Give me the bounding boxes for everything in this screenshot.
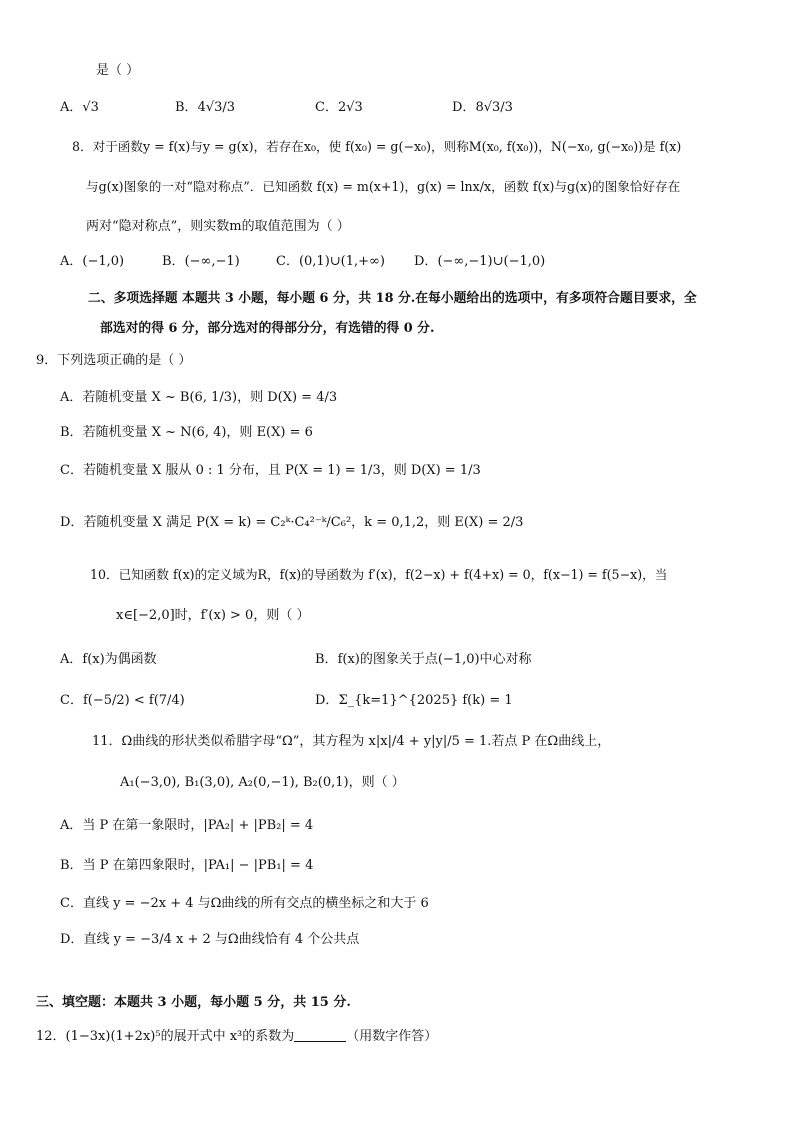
option-value: 4√3/3 xyxy=(197,100,236,115)
section3-heading: 三、填空题：本题共 3 小题，每小题 5 分，共 15 分. xyxy=(36,995,351,1010)
option-value: f(x)为偶函数 xyxy=(82,652,157,667)
q9-option-d xyxy=(60,514,523,532)
section2-heading-line1: 二、多项选择题 本题共 3 小题，每小题 6 分，共 18 分.在每小题给出的选项中，有多项符合题目要求，全 xyxy=(88,291,697,306)
q9-option-b xyxy=(60,424,313,442)
q11-option-a xyxy=(60,817,313,835)
q9-option-a xyxy=(60,389,337,407)
q7-option-c xyxy=(315,99,363,117)
option-label: B． xyxy=(60,425,83,440)
option-label: A． xyxy=(60,100,83,115)
q11-stem-line1: 11．Ω曲线的形状类似希腊字母“Ω”，其方程为 x|x|/4 + y|y|/5 = 1.若点 P 在Ω曲线上， xyxy=(92,734,611,749)
answer-blank[interactable] xyxy=(294,1041,346,1042)
option-label: A． xyxy=(60,652,83,667)
q10-option-b xyxy=(315,651,532,669)
option-value: f(−5/2) < f(7/4) xyxy=(82,693,185,708)
q10-option-a xyxy=(60,651,157,669)
q7-option-a xyxy=(60,99,99,117)
option-value: 若随机变量 X ~ N(6, 4)，则 E(X) = 6 xyxy=(82,425,313,440)
option-value: 若随机变量 X 满足 P(X = k) = C₂ᵏ·C₄²⁻ᵏ/C₆²，k = 0,1,2，则 E(X) = 2/3 xyxy=(83,515,524,530)
option-label: D． xyxy=(452,100,476,115)
option-label: D． xyxy=(315,693,339,708)
option-value: f(x)的图象关于点(−1,0)中心对称 xyxy=(337,652,532,667)
option-value: 当 P 在第一象限时，|PA₂| + |PB₂| = 4 xyxy=(82,818,314,833)
option-label: C． xyxy=(60,896,83,911)
option-value: 2√3 xyxy=(337,100,363,115)
q9-stem: 9．下列选项正确的是（ ） xyxy=(36,353,192,368)
option-value: (0,1)∪(1,+∞) xyxy=(298,254,385,269)
option-value: (−∞,−1)∪(−1,0) xyxy=(437,254,546,269)
option-value: 直线 y = −2x + 4 与Ω曲线的所有交点的横坐标之和大于 6 xyxy=(82,896,429,911)
q12-stem-after: （用数字作答） xyxy=(346,1029,438,1044)
q10-option-d xyxy=(315,692,513,710)
q8-stem-line2: 与g(x)图象的一对“隐对称点”．已知函数 f(x) = m(x+1)，g(x) = lnx/x，函数 f(x)与g(x)的图象恰好存在 xyxy=(86,179,681,194)
q7-option-d xyxy=(452,99,513,117)
q11-option-b xyxy=(60,857,313,875)
option-label: D． xyxy=(60,515,84,530)
option-label: C． xyxy=(60,463,83,478)
option-label: A． xyxy=(60,390,83,405)
option-label: B． xyxy=(162,254,185,269)
q12-stem-before: 12．(1−3x)(1+2x)⁵的展开式中 x³的系数为 xyxy=(36,1029,295,1044)
option-label: B． xyxy=(60,858,83,873)
option-label: A． xyxy=(60,818,83,833)
option-label: C． xyxy=(276,254,299,269)
option-value: 若随机变量 X ~ B(6, 1/3)，则 D(X) = 4/3 xyxy=(82,390,338,405)
q9-option-c xyxy=(60,462,481,480)
q11-option-d xyxy=(60,931,359,949)
option-label: A． xyxy=(60,254,83,269)
option-label: B． xyxy=(315,652,338,667)
option-value: 直线 y = −3/4 x + 2 与Ω曲线恰有 4 个公共点 xyxy=(83,932,360,947)
option-value: (−1,0) xyxy=(82,254,125,269)
q8-stem-line3: 两对“隐对称点”，则实数m的取值范围为（ ） xyxy=(86,219,350,234)
q8-stem-line1: 8．对于函数y = f(x)与y = g(x)，若存在x₀，使 f(x₀) = g(−x₀)，则称M(x₀, f(x₀))，N(−x₀, g(−x₀))是 f(x) xyxy=(72,139,682,154)
q12-stem xyxy=(36,1028,437,1046)
q10-stem-line2: x∈[−2,0]时，f′(x) > 0，则（ ） xyxy=(116,608,310,623)
option-label: C． xyxy=(60,693,83,708)
q7-option-b xyxy=(175,99,235,117)
q8-option-a xyxy=(60,253,124,271)
q7-tail: 是（ ） xyxy=(96,63,140,78)
q11-stem-line2: A₁(−3,0), B₁(3,0), A₂(0,−1), B₂(0,1)，则（ ） xyxy=(120,775,405,790)
option-value: 当 P 在第四象限时，|PA₁| − |PB₁| = 4 xyxy=(82,858,314,873)
option-label: D． xyxy=(60,932,84,947)
option-label: D． xyxy=(414,254,438,269)
q8-option-c xyxy=(276,253,385,271)
option-value: 8√3/3 xyxy=(475,100,513,115)
q8-option-d xyxy=(414,253,545,271)
option-label: C． xyxy=(315,100,338,115)
option-label: B． xyxy=(175,100,198,115)
q11-option-c xyxy=(60,895,429,913)
option-value: 若随机变量 X 服从 0 : 1 分布，且 P(X = 1) = 1/3，则 D(X) = 1/3 xyxy=(82,463,481,478)
q10-stem-line1: 10．已知函数 f(x)的定义域为R，f(x)的导函数为 f′(x)，f(2−x) + f(4+x) = 0，f(x−1) = f(5−x)，当 xyxy=(90,567,668,582)
section2-heading-line2: 部选对的得 6 分，部分选对的得部分分，有选错的得 0 分. xyxy=(100,321,435,336)
option-value: (−∞,−1) xyxy=(184,254,240,269)
option-value: Σ_{k=1}^{2025} f(k) = 1 xyxy=(338,693,513,708)
q8-option-b xyxy=(162,253,240,271)
option-value: √3 xyxy=(82,100,99,115)
q10-option-c xyxy=(60,692,185,710)
